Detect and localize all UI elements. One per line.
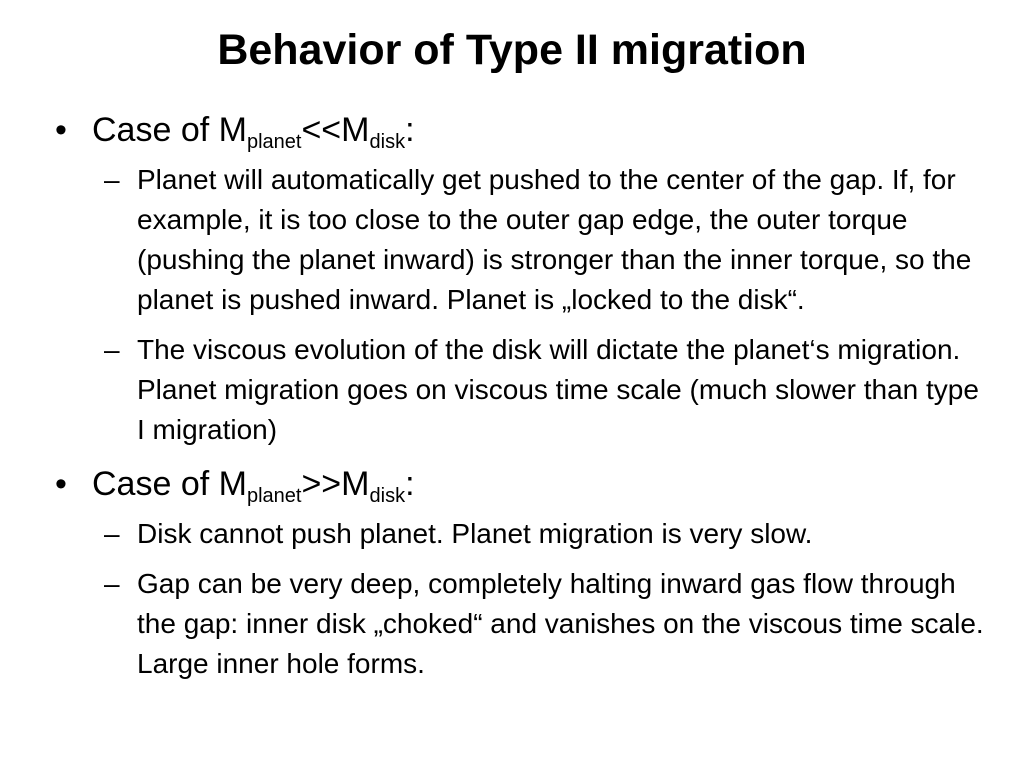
case-suffix: :	[405, 111, 415, 149]
case-prefix: Case of M	[92, 111, 247, 149]
item-text: Gap can be very deep, completely halting inward gas flow through the gap: inner disk „choked“ and vanishes on the viscous time scale. Large inner hole forms.	[137, 568, 984, 679]
slide-title: Behavior of Type II migration	[217, 26, 807, 74]
case-suffix: :	[405, 465, 415, 503]
case-operator: >>M	[301, 465, 370, 503]
dash-icon: –	[104, 518, 120, 549]
case-1-item-1	[0, 160, 1024, 320]
case-2-item-2	[0, 564, 1024, 684]
case-subscript-planet: planet	[246, 485, 302, 507]
slide-content	[0, 108, 1024, 684]
item-text: Planet will automatically get pushed to the center of the gap. If, for example, it is too close to the outer gap edge, the outer torque (pushing the planet inward) is stronger than the inner torque, so the planet is pushed inward. Planet is „locked to the disk“.	[137, 164, 972, 315]
case-2-item-1	[0, 514, 1024, 554]
case-1-item-2	[0, 330, 1024, 450]
bullet-icon: •	[55, 111, 67, 149]
case-heading-1	[0, 108, 1024, 152]
dash-icon: –	[104, 334, 120, 365]
case-prefix: Case of M	[92, 465, 247, 503]
item-text: Disk cannot push planet. Planet migration is very slow.	[137, 518, 813, 549]
case-subscript-disk: disk	[369, 131, 406, 153]
dash-icon: –	[104, 568, 120, 599]
case-heading-2	[0, 462, 1024, 506]
bullet-icon: •	[55, 465, 67, 503]
dash-icon: –	[104, 164, 120, 195]
case-subscript-disk: disk	[369, 485, 406, 507]
item-text: The viscous evolution of the disk will dictate the planet‘s migration. Planet migration goes on viscous time scale (much slower than type I migration)	[137, 334, 979, 445]
case-subscript-planet: planet	[246, 131, 302, 153]
case-operator: <<M	[301, 111, 370, 149]
